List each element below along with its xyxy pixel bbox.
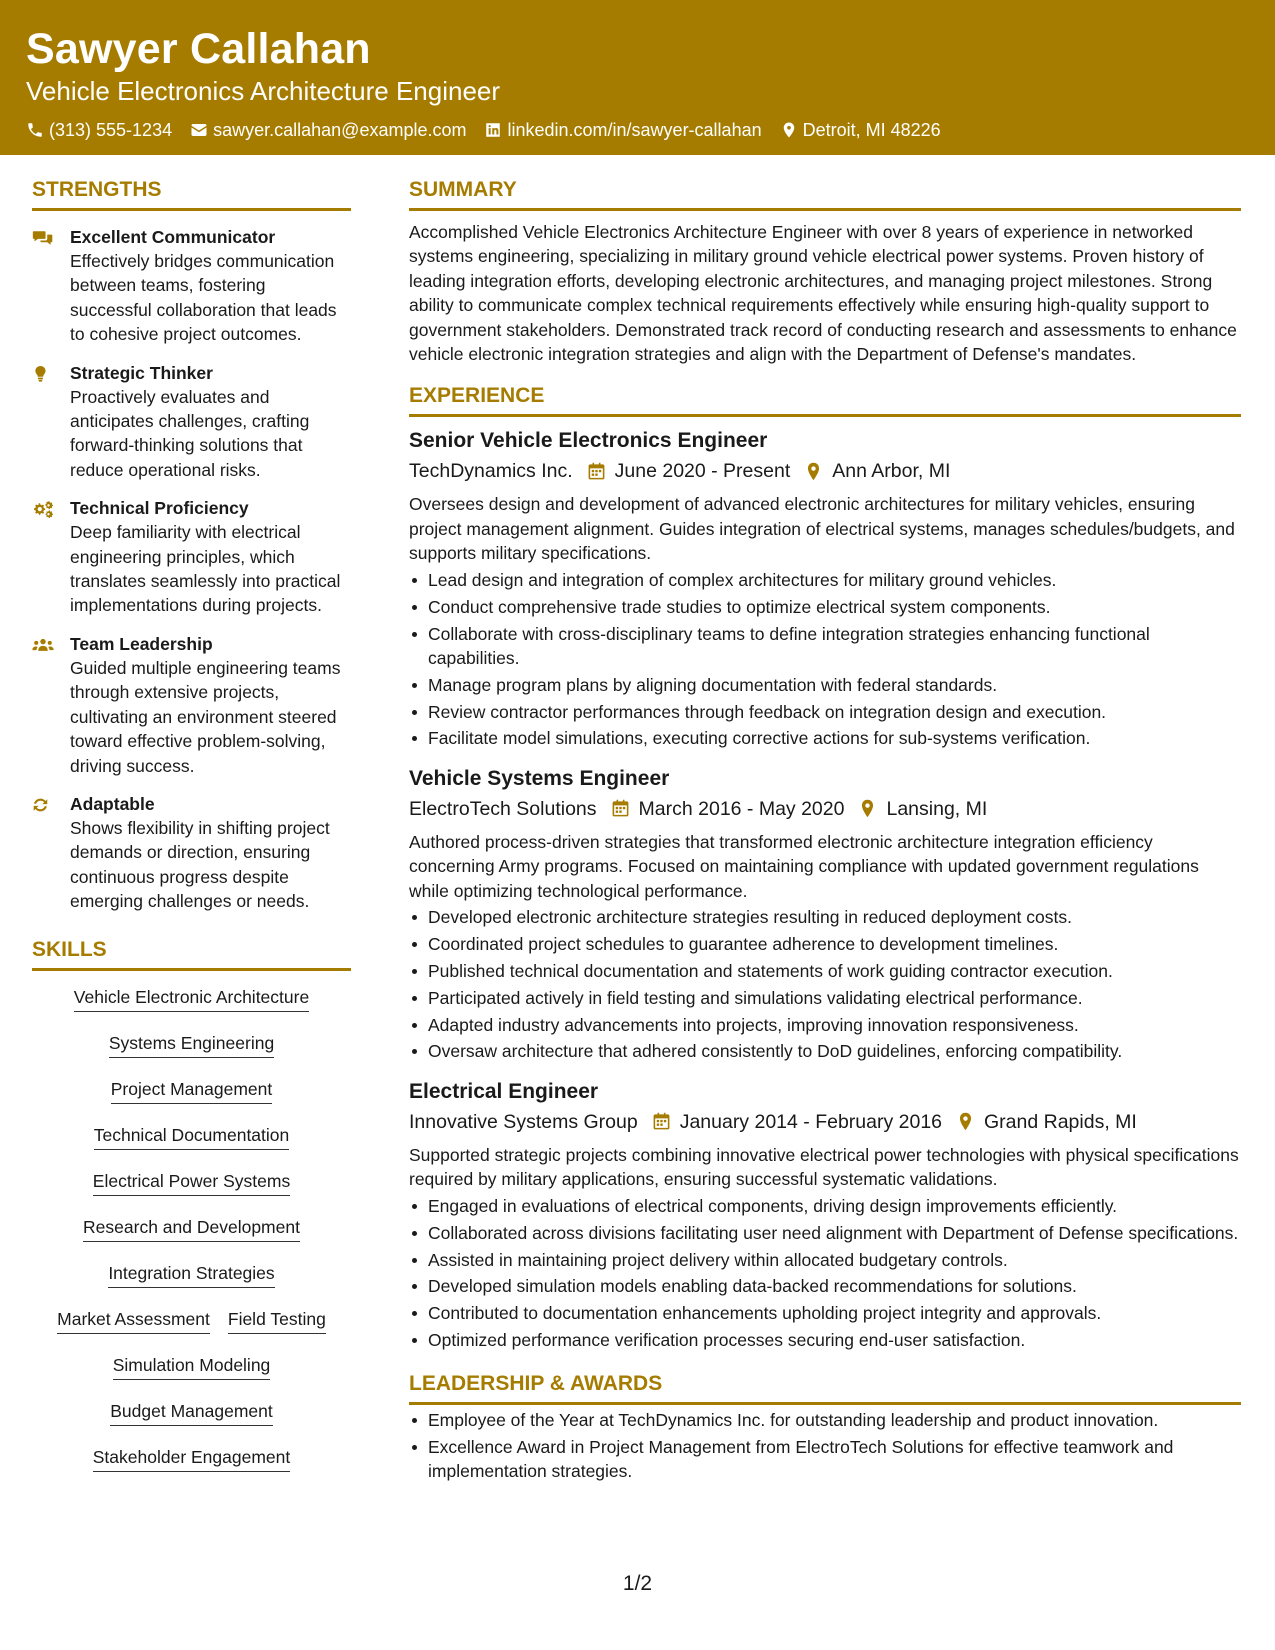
skill-tag: Technical Documentation <box>94 1123 290 1150</box>
job-description: Authored process-driven strategies that transformed electronic architecture integration efficiency concerning Army programs. Focused on maintaining compliance with updated government regulations while optimizing technological performance. <box>409 831 1199 901</box>
contact-linkedin[interactable] <box>484 118 761 142</box>
location-text: Detroit, MI 48226 <box>802 120 941 140</box>
strength-item <box>32 792 351 914</box>
skill-tag: Field Testing <box>228 1307 326 1334</box>
skill-tag: Electrical Power Systems <box>93 1169 290 1196</box>
job-bullet: Engaged in evaluations of electrical components, driving design improvements efficiently. <box>409 1194 1241 1218</box>
calendar-icon <box>587 462 606 481</box>
linkedin-text: linkedin.com/in/sawyer-callahan <box>507 120 762 140</box>
contact-bar <box>26 118 1249 142</box>
strength-title: Strategic Thinker <box>70 362 213 383</box>
map-marker-icon <box>858 799 877 818</box>
phone-icon <box>26 121 44 139</box>
skills-heading: SKILLS <box>32 936 351 971</box>
map-marker-icon <box>780 121 798 139</box>
job-company: Innovative Systems Group <box>409 1110 638 1133</box>
job-bullet: Adapted industry advancements into projects, improving innovation responsiveness. <box>409 1013 1241 1037</box>
job-title: Electrical Engineer <box>409 1079 599 1103</box>
job-meta <box>409 796 1241 822</box>
strength-description: Deep familiarity with electrical engineering principles, which translates seamlessly into practical implementations during projects. <box>70 522 341 616</box>
skill-tag: Research and Development <box>83 1215 300 1242</box>
map-marker-icon <box>956 1112 975 1131</box>
strength-title: Team Leadership <box>70 633 213 654</box>
job-bullet: Assisted in maintaining project delivery within allocated budgetary controls. <box>409 1248 1241 1272</box>
job-bullet: Oversaw architecture that adhered consistently to DoD guidelines, enforcing compatibility. <box>409 1039 1241 1063</box>
job-entry <box>409 427 1241 750</box>
job-description: Supported strategic projects combining innovative electrical power technologies with physical specifications required by military applications, ensuring successful systematic validations. <box>409 1144 1239 1190</box>
job-title: Senior Vehicle Electronics Engineer <box>409 429 768 453</box>
job-title: Vehicle Systems Engineer <box>409 766 670 790</box>
skills-list <box>32 985 351 1491</box>
strengths-heading: STRENGTHS <box>32 176 351 211</box>
skill-tag: Simulation Modeling <box>113 1353 271 1380</box>
page-number: 1/2 <box>622 1572 653 1595</box>
job-bullet: Coordinated project schedules to guarantee adherence to development timelines. <box>409 932 1241 956</box>
strength-description: Shows flexibility in shifting project demands or direction, ensuring continuous progress despite emerging challenges or needs. <box>70 817 330 912</box>
job-location: Lansing, MI <box>886 797 988 820</box>
email-text: sawyer.callahan@example.com <box>213 120 467 140</box>
leadership-list <box>409 1408 1241 1484</box>
job-entry <box>409 765 1241 1064</box>
leadership-heading: LEADERSHIP & AWARDS <box>409 1370 1241 1405</box>
job-bullet: Published technical documentation and statements of work guiding contractor execution. <box>409 959 1241 983</box>
strength-title: Adaptable <box>70 793 155 814</box>
job-bullet: Collaborate with cross-disciplinary teams to define integration strategies enhancing functional capabilities. <box>409 622 1241 671</box>
job-dates: January 2014 - February 2016 <box>679 1110 943 1133</box>
users-icon <box>32 636 54 654</box>
strength-description: Proactively evaluates and anticipates challenges, crafting forward-thinking solutions that reduce operational risks. <box>70 386 310 480</box>
sync-icon <box>32 796 54 814</box>
job-company: TechDynamics Inc. <box>409 460 573 483</box>
job-bullet: Collaborated across divisions facilitating user need alignment with Department of Defense specifications. <box>409 1221 1241 1245</box>
job-bullet: Participated actively in field testing and simulations validating electrical performance. <box>409 986 1241 1010</box>
summary-heading: SUMMARY <box>409 176 1241 211</box>
award-item: Excellence Award in Project Management from ElectroTech Solutions for effective teamwork and implementation strategies. <box>409 1435 1241 1484</box>
left-column <box>32 176 351 1491</box>
skill-tag: Budget Management <box>110 1399 272 1426</box>
job-location: Grand Rapids, MI <box>984 1110 1137 1133</box>
envelope-icon <box>190 121 208 139</box>
lightbulb-icon <box>32 365 54 383</box>
job-bullet: Conduct comprehensive trade studies to optimize electrical system components. <box>409 595 1241 619</box>
skill-tag: Stakeholder Engagement <box>93 1445 291 1472</box>
job-bullet: Contributed to documentation enhancements upholding project integrity and approvals. <box>409 1301 1241 1325</box>
job-bullet: Facilitate model simulations, executing corrective actions for sub-systems verification. <box>409 726 1241 750</box>
strength-item <box>32 496 351 618</box>
strength-description: Guided multiple engineering teams through extensive projects, cultivating an environment steered toward effective problem-solving, driving success. <box>70 657 341 776</box>
job-description: Oversees design and development of advanced electronic architectures for military vehicles, ensuring project management alignment. Guides integration of electrical systems, manages schedules/budgets, and supports military specifications. <box>409 494 1235 564</box>
award-item: Employee of the Year at TechDynamics Inc. for outstanding leadership and product innovation. <box>409 1408 1241 1432</box>
skill-tag: Vehicle Electronic Architecture <box>74 985 309 1012</box>
job-bullet: Developed simulation models enabling data-backed recommendations for solutions. <box>409 1274 1241 1298</box>
skill-tag: Systems Engineering <box>109 1031 274 1058</box>
candidate-role: Vehicle Electronics Architecture Engineer <box>26 76 501 106</box>
job-bullets <box>409 568 1241 751</box>
job-bullet: Review contractor performances through feedback on integration design and execution. <box>409 700 1241 724</box>
right-column <box>409 176 1241 1483</box>
map-marker-icon <box>804 462 823 481</box>
job-bullet: Manage program plans by aligning documentation with federal standards. <box>409 673 1241 697</box>
strength-title: Excellent Communicator <box>70 227 276 247</box>
job-dates: March 2016 - May 2020 <box>638 797 845 820</box>
contact-location <box>780 118 941 142</box>
job-entry <box>409 1078 1241 1353</box>
job-bullets <box>409 1194 1241 1352</box>
gears-icon <box>32 500 54 518</box>
job-bullet: Lead design and integration of complex architectures for military ground vehicles. <box>409 568 1241 592</box>
skill-tag: Integration Strategies <box>108 1261 274 1288</box>
skill-tag: Market Assessment <box>57 1307 210 1334</box>
strength-title: Technical Proficiency <box>70 498 249 519</box>
strength-description: Effectively bridges communication between teams, fostering successful collaboration that leads to cohesive project outcomes. <box>70 251 337 345</box>
contact-phone[interactable] <box>26 118 172 142</box>
contact-email[interactable] <box>190 118 466 142</box>
candidate-name: Sawyer Callahan <box>26 25 371 73</box>
skill-tag: Project Management <box>111 1077 272 1104</box>
linkedin-icon <box>484 121 502 139</box>
experience-heading: EXPERIENCE <box>409 382 1241 417</box>
comments-icon <box>32 229 54 247</box>
phone-text: (313) 555-1234 <box>49 120 173 140</box>
strength-item <box>32 632 351 778</box>
calendar-icon <box>652 1112 671 1131</box>
strength-item <box>32 225 351 347</box>
job-bullets <box>409 905 1241 1063</box>
job-location: Ann Arbor, MI <box>832 460 951 483</box>
job-bullet: Optimized performance verification processes securing end-user satisfaction. <box>409 1328 1241 1352</box>
job-company: ElectroTech Solutions <box>409 797 597 820</box>
job-meta <box>409 458 1241 484</box>
job-dates: June 2020 - Present <box>614 460 791 483</box>
job-bullet: Developed electronic architecture strategies resulting in reduced deployment costs. <box>409 905 1241 929</box>
summary-text: Accomplished Vehicle Electronics Architecture Engineer with over 8 years of experience in networked systems engineering, specializing in military ground vehicle electrical power systems. Proven history of leading integration efforts, developing electronic architectures, and managing project milestones. Strong ability to communicate complex technical requirements effectively while ensuring high-quality support to government stakeholders. Demonstrated track record of conducting research and assessments to enhance vehicle electronic integration strategies and align with the Department of Defense's mandates. <box>409 222 1237 365</box>
strength-item <box>32 361 351 483</box>
job-meta <box>409 1109 1241 1135</box>
resume-header <box>0 0 1275 155</box>
calendar-icon <box>611 799 630 818</box>
